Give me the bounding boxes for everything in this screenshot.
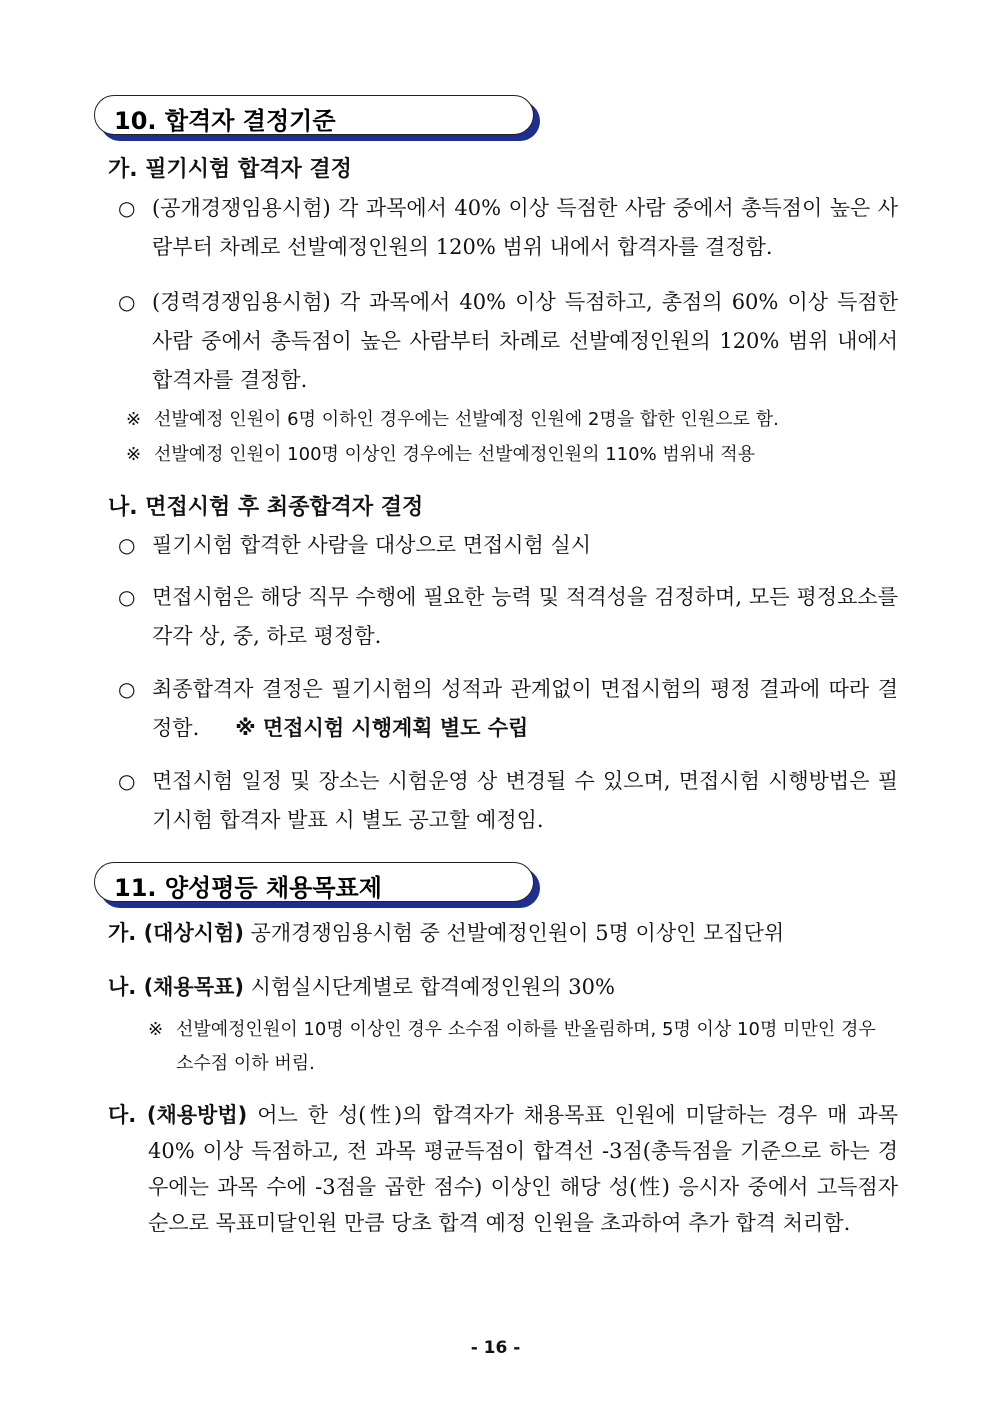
sec11-na-label: 나. (채용목표) <box>108 975 244 999</box>
bullet-icon: ○ <box>118 677 136 701</box>
sec11-na <box>108 968 898 1007</box>
bullet-icon: ○ <box>118 769 136 793</box>
sec10-na-heading: 나. 면접시험 후 최종합격자 결정 <box>108 495 424 520</box>
bullet-icon: ○ <box>118 585 136 609</box>
sec11-da-text: 어느 한 성(性)의 합격자가 채용목표 인원에 미달하는 경우 매 과목 40% 이상 득점하고, 전 과목 평균득점이 합격선 -3점(총득점을 기준으로 하는 경우에는 과목 수에 -3점을 곱한 점수) 이상인 해당 성(性) 응시자 중에서 고득점자 순으로 목표미달인원 만큼 당초 합격 예정 인원을 초과하여 추가 합격 처리함. <box>148 1103 898 1235</box>
item-text-body: 최종합격자 결정은 필기시험의 성적과 관계없이 면접시험의 평정 결과에 따라 결정함. <box>152 677 898 740</box>
sec10-na-item-4 <box>118 762 898 840</box>
interview-plan-note: ※ 면접시험 시행계획 별도 수립 <box>235 716 529 740</box>
sec11-ga-line <box>108 914 898 953</box>
sec11-na-line <box>108 968 898 1007</box>
item-text: (경력경쟁임용시험) 각 과목에서 40% 이상 득점하고, 총점의 60% 이상 득점한 사람 중에서 총득점이 높은 사람부터 차례로 선발예정인원의 120% 범위 내에서 합격자를 결정함. <box>152 290 898 392</box>
sec11-da-text-block <box>108 1097 898 1241</box>
note-text: 선발예정 인원이 6명 이하인 경우에는 선발예정 인원에 2명을 합한 인원으로 함. <box>154 409 779 430</box>
sec10-na-item-2 <box>118 578 898 656</box>
item-text <box>152 670 898 748</box>
item-text: 필기시험 합격한 사람을 대상으로 면접시험 실시 <box>152 533 592 557</box>
sec10-ga-item-2 <box>118 283 898 400</box>
bullet-icon: ○ <box>118 196 136 220</box>
section-10-header <box>94 95 542 139</box>
item-text: (공개경쟁임용시험) 각 과목에서 40% 이상 득점한 사람 중에서 총득점이 높은 사람부터 차례로 선발예정인원의 120% 범위 내에서 합격자를 결정함. <box>152 196 898 259</box>
sec11-ga-label: 가. (대상시험) <box>108 921 244 945</box>
note-text: 선발예정인원이 10명 이상인 경우 소수점 이하를 반올림하며, 5명 이상 10명 미만인 경우 소수점 이하 버림. <box>176 1019 876 1074</box>
page-number: - 16 - <box>470 1338 521 1358</box>
note-mark-icon: ※ <box>126 444 142 465</box>
note-mark-icon: ※ <box>148 1019 164 1040</box>
sec10-ga-item-1 <box>118 189 898 267</box>
bullet-icon: ○ <box>118 533 136 557</box>
note-mark-icon: ※ <box>126 409 142 430</box>
sec10-ga-note-2 <box>126 438 896 472</box>
sec11-ga-text: 공개경쟁임용시험 중 선발예정인원이 5명 이상인 모집단위 <box>250 921 785 945</box>
item-text: 면접시험은 해당 직무 수행에 필요한 능력 및 적격성을 검정하며, 모든 평정요소를 각각 상, 중, 하로 평정함. <box>152 585 898 648</box>
sec10-ga-heading: 가. 필기시험 합격자 결정 <box>108 157 352 182</box>
sec11-da <box>108 1097 898 1241</box>
section-11-header <box>94 862 542 906</box>
sec11-na-text: 시험실시단계별로 합격예정인원의 30% <box>250 975 615 999</box>
item-text: 면접시험 일정 및 장소는 시험운영 상 변경될 수 있으며, 면접시험 시행방법은 필기시험 합격자 발표 시 별도 공고할 예정임. <box>152 769 898 832</box>
sec10-ga-note-1 <box>126 403 896 437</box>
section-11-title: 11. 양성평등 채용목표제 <box>114 874 382 902</box>
note-text: 선발예정 인원이 100명 이상인 경우에는 선발예정인원의 110% 범위내 적용 <box>154 444 756 465</box>
sec11-ga <box>108 914 898 953</box>
section-10-title: 10. 합격자 결정기준 <box>114 107 336 135</box>
sec10-na-item-1 <box>118 526 898 565</box>
bullet-icon: ○ <box>118 290 136 314</box>
sec10-na-item-3 <box>118 670 898 748</box>
sec11-da-label: 다. (채용방법) <box>108 1103 248 1127</box>
sec11-na-note <box>148 1013 898 1081</box>
